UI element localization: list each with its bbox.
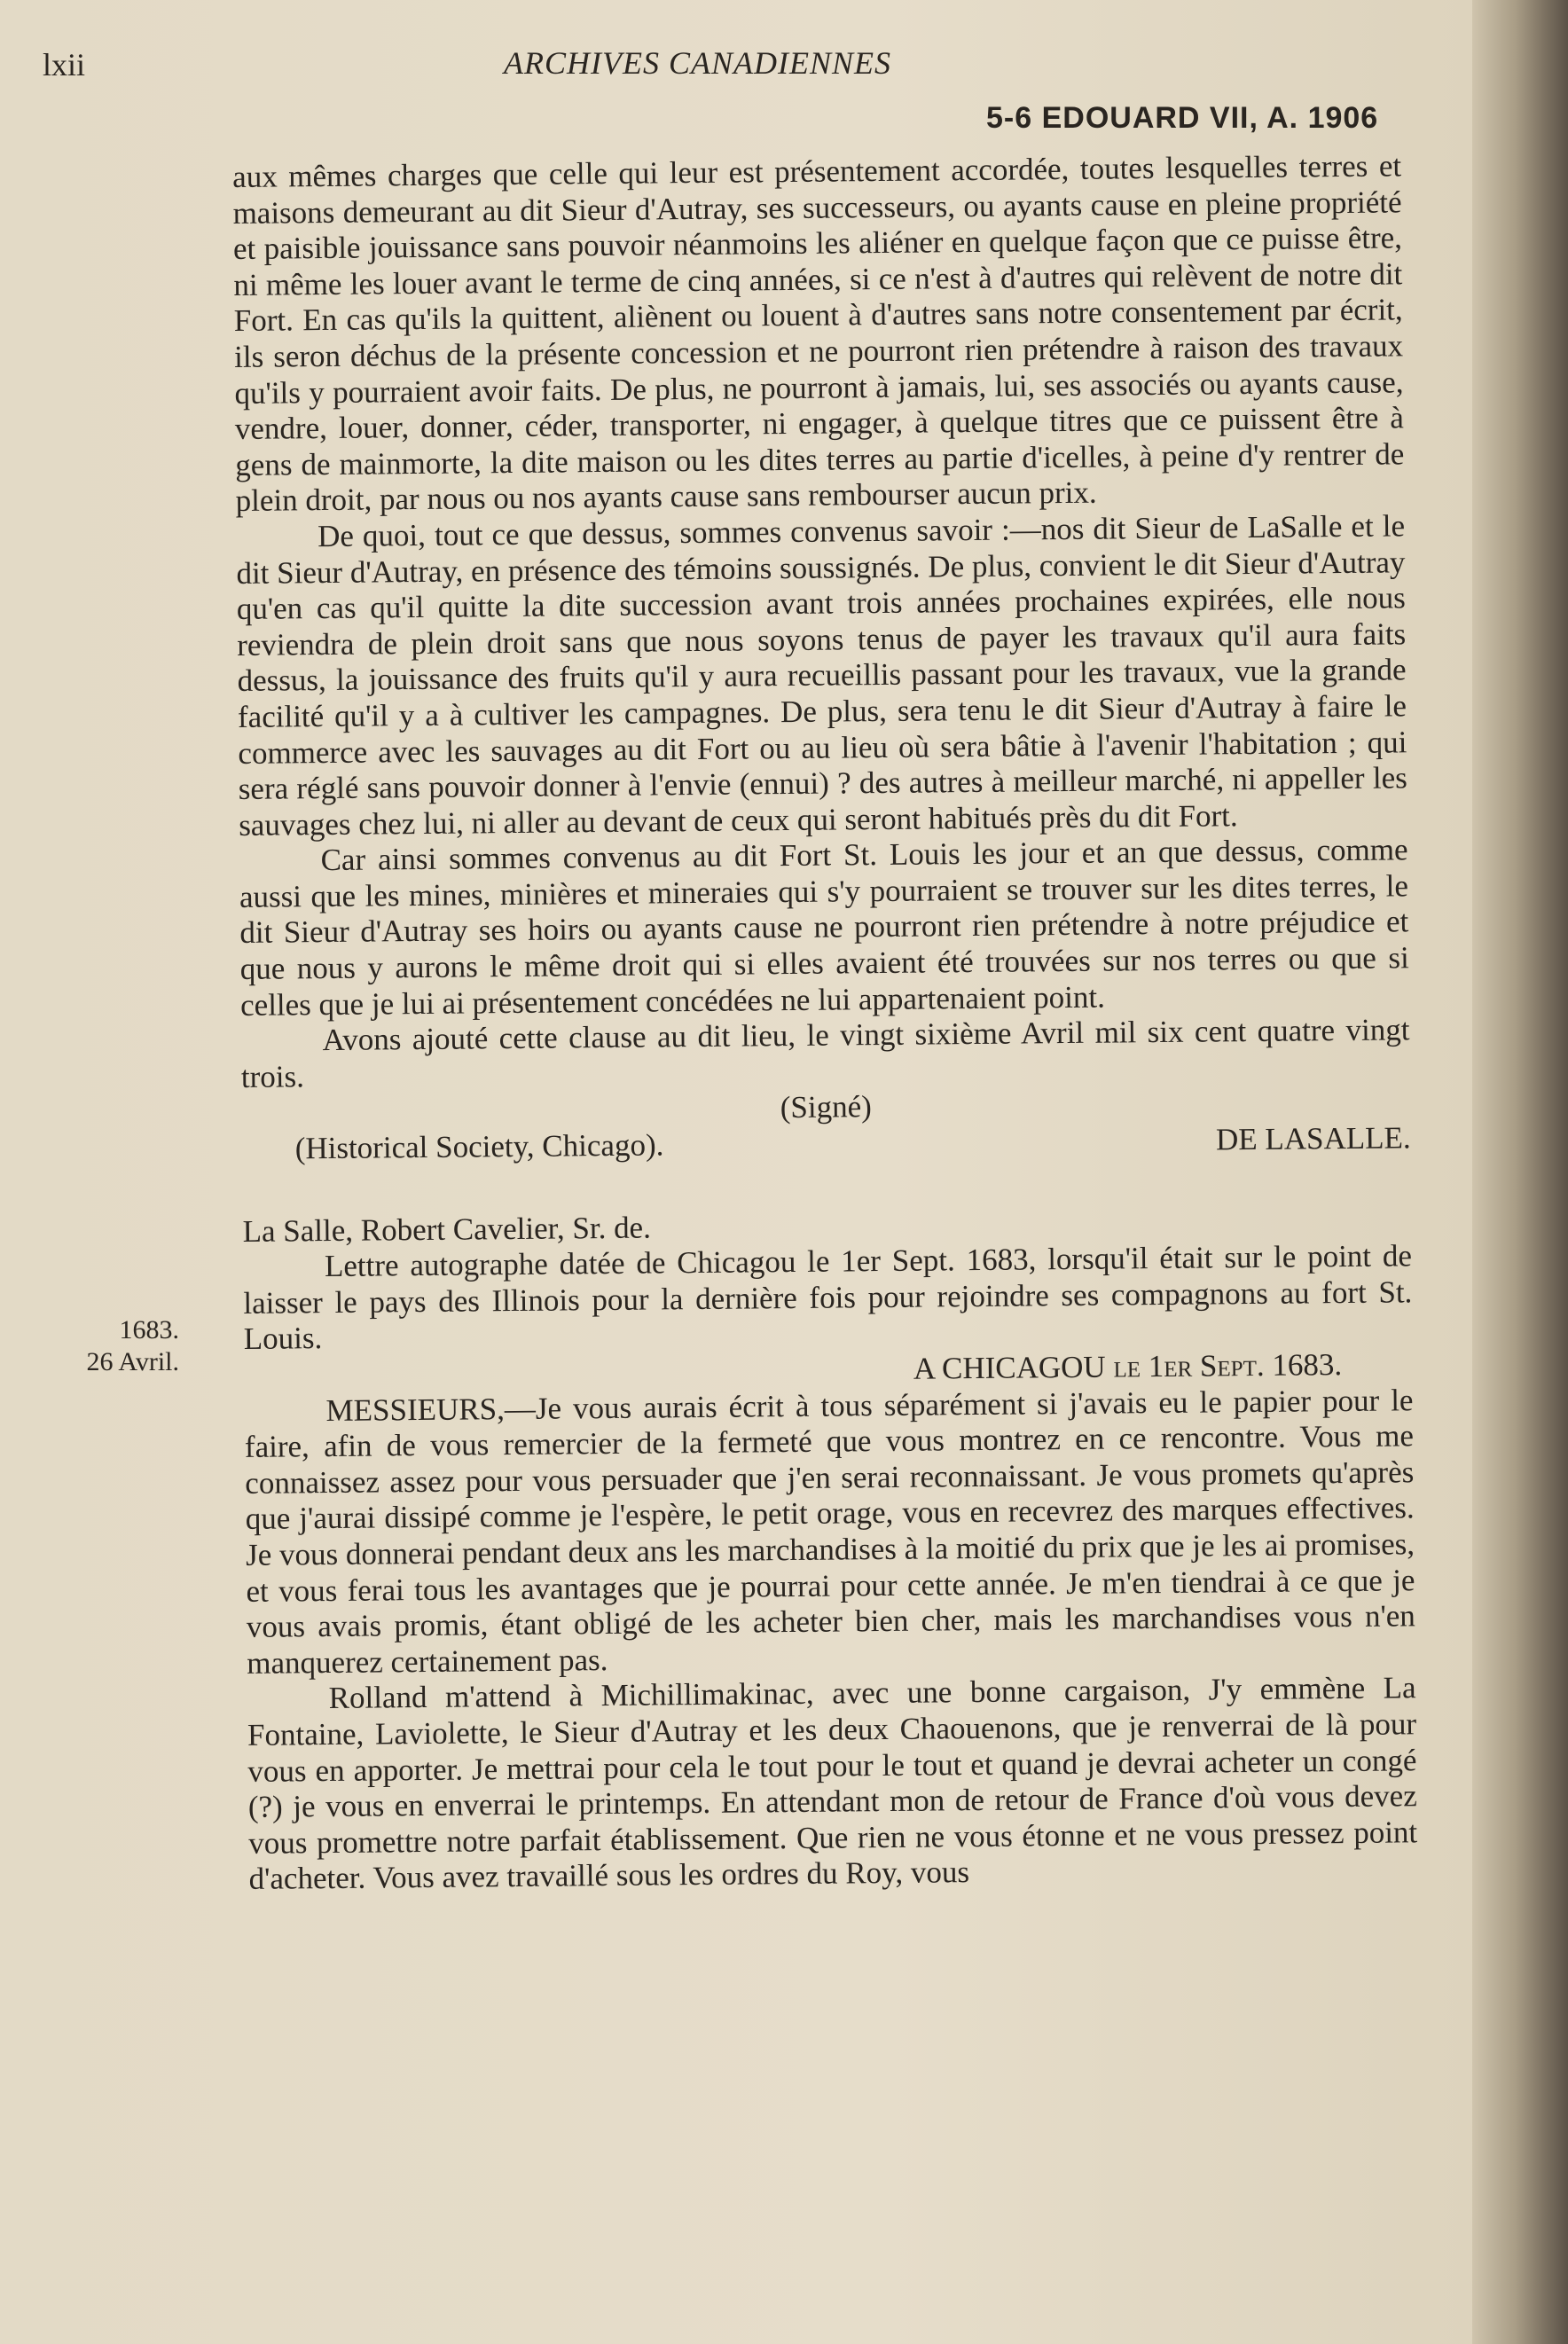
letter-dateline: A CHICAGOU le 1er Sept. 1683. bbox=[913, 1347, 1343, 1386]
letter-paragraph-2: Rolland m'attend à Michillimakinac, avec une bonne cargaison, J'y emmène La Fontaine, Laviolette, le Sieur d'Autray et les deux Chaouenons, que je renverrai de là pour vous en apporter. Je mettrai pour cela le tout pour le tout et quand je devrai acheter un congé (?) je vous en enverrai le printemps. En attendant mon de retour de France d'où vous devez vous promettre notre parfait établissement. Que rien ne vous étonne et ne vous pressez point d'acheter. Vous avez travaillé sous les ordres du Roy, vous bbox=[247, 1670, 1418, 1897]
letter-paragraph-1 bbox=[244, 1383, 1415, 1682]
letter-description: Lettre autographe datée de Chicagou le 1er Sept. 1683, lorsqu'il était sur le point de laisser le pays des Illinois pour la dernière fois pour rejoindre ses compagnons au fort St. Louis. bbox=[243, 1238, 1413, 1357]
source-citation: (Historical Society, Chicago). bbox=[294, 1127, 664, 1166]
margin-day: 26 Avril. bbox=[86, 1347, 179, 1376]
letter-salutation: MESSIEURS, bbox=[325, 1391, 506, 1428]
margin-year: 1683. bbox=[119, 1315, 179, 1344]
session-header: 5-6 EDOUARD VII, A. 1906 bbox=[986, 101, 1379, 135]
paragraph-2: De quoi, tout ce que dessus, sommes convenus savoir :—nos dit Sieur de LaSalle et le dit Sieur d'Autray, en présence des témoins soussignés. De plus, convient le dit Sieur d'Autray qu'en cas qu'il quitte la dite succession avant trois années prochaines expirées, elle nous reviendra de plein droit sans que nous soyons tenus de payer les travaux qu'il aura faits dessus, la jouissance des fruits qu'il y aura recueillis passant pour les travaux, vue la grande facilité qu'il y a à cultiver les campagnes. De plus, sera tenu le dit Sieur d'Autray à faire le commerce avec les sauvages au dit Fort ou au lieu où sera bâtie à l'avenir l'habitation ; qui sera réglé sans pouvoir donner à l'envie (ennui) ? des autres à meilleur marché, ni appeller les sauvages chez lui, ni aller au devant de ceux qui seront habitués près du dit Fort. bbox=[236, 508, 1407, 843]
paragraph-3: Car ainsi sommes convenus au dit Fort St. Louis les jour et an que dessus, comme aussi que les mines, minières et mineraies qui s'y pourraient se trouver sur les dites terres, le dit Sieur d'Autray ses hoirs ou ayants cause ne pourront rien prétendre à notre préjudice et que nous y aurons le même droit qui si elles avaient été trouvées sur nos terres ou que si celles que je lui ai présentement concédées ne lui appartenaient point. bbox=[239, 832, 1409, 1023]
book-spine-shadow bbox=[1472, 0, 1568, 2344]
paragraph-4: Avons ajouté cette clause au dit lieu, le vingt sixième Avril mil six cent quatre vingt trois. bbox=[240, 1012, 1410, 1094]
page-number: lxii bbox=[43, 47, 86, 82]
main-text bbox=[232, 148, 1418, 1897]
letter-paragraph-1-text: —Je vous aurais écrit à tous séparément si j'avais eu le papier pour le faire, afin de vous remercier de la fermeté que vous montrez en ce rencontre. Vous me connaissez assez pour vous persuader que j'en serai reconnaissant. Je vous promets qu'après que j'aurai dissipé comme je l'espère, le petit orage, vous en recevrez des marques effectives. Je vous donnerai pendant deux ans les marchandises à la moitié du prix que je les ai promises, et vous ferai tous les avantages que je pourrai pour cette année. Je m'en tiendrai à ce que je vous avais promis, étant obligé de les acheter bien cher, mais les marchandises vous n'en manquerez certainement pas. bbox=[244, 1382, 1416, 1681]
signatory-name: DE LASALLE. bbox=[1215, 1120, 1411, 1157]
margin-date-note bbox=[59, 1314, 179, 1378]
paragraph-1: aux mêmes charges que celle qui leur est présentement accordée, toutes lesquelles terres et maisons demeurant au dit Sieur d'Autray, ses successeurs, ou ayants cause en pleine propriété et paisible jouissance sans pouvoir néanmoins les aliéner en quelque façon que ce puisse être, ni même les louer avant le terme de cinq années, si ce n'est à d'autres qui relèvent de notre dit Fort. En cas qu'ils la quittent, aliènent ou louent à d'autres sans notre consentement par écrit, ils seron déchus de la présente concession et ne pourront rien prétendre à raison des travaux qu'ils y pourraient avoir faits. De plus, ne pourront à jamais, lui, ses associés ou ayants cause, vendre, louer, donner, céder, transporter, ni engager, à quelque titres que ce puissent être à gens de mainmorte, la dite maison ou les dites terres au partie d'icelles, à peine d'y rentrer de plein droit, par nous ou nos ayants cause sans rembourser aucun prix. bbox=[232, 148, 1405, 519]
running-title: ARCHIVES CANADIENNES bbox=[504, 45, 891, 81]
letter-author: La Salle, Robert Cavelier, Sr. de. bbox=[242, 1210, 652, 1249]
signe-label: (Signé) bbox=[780, 1089, 872, 1125]
